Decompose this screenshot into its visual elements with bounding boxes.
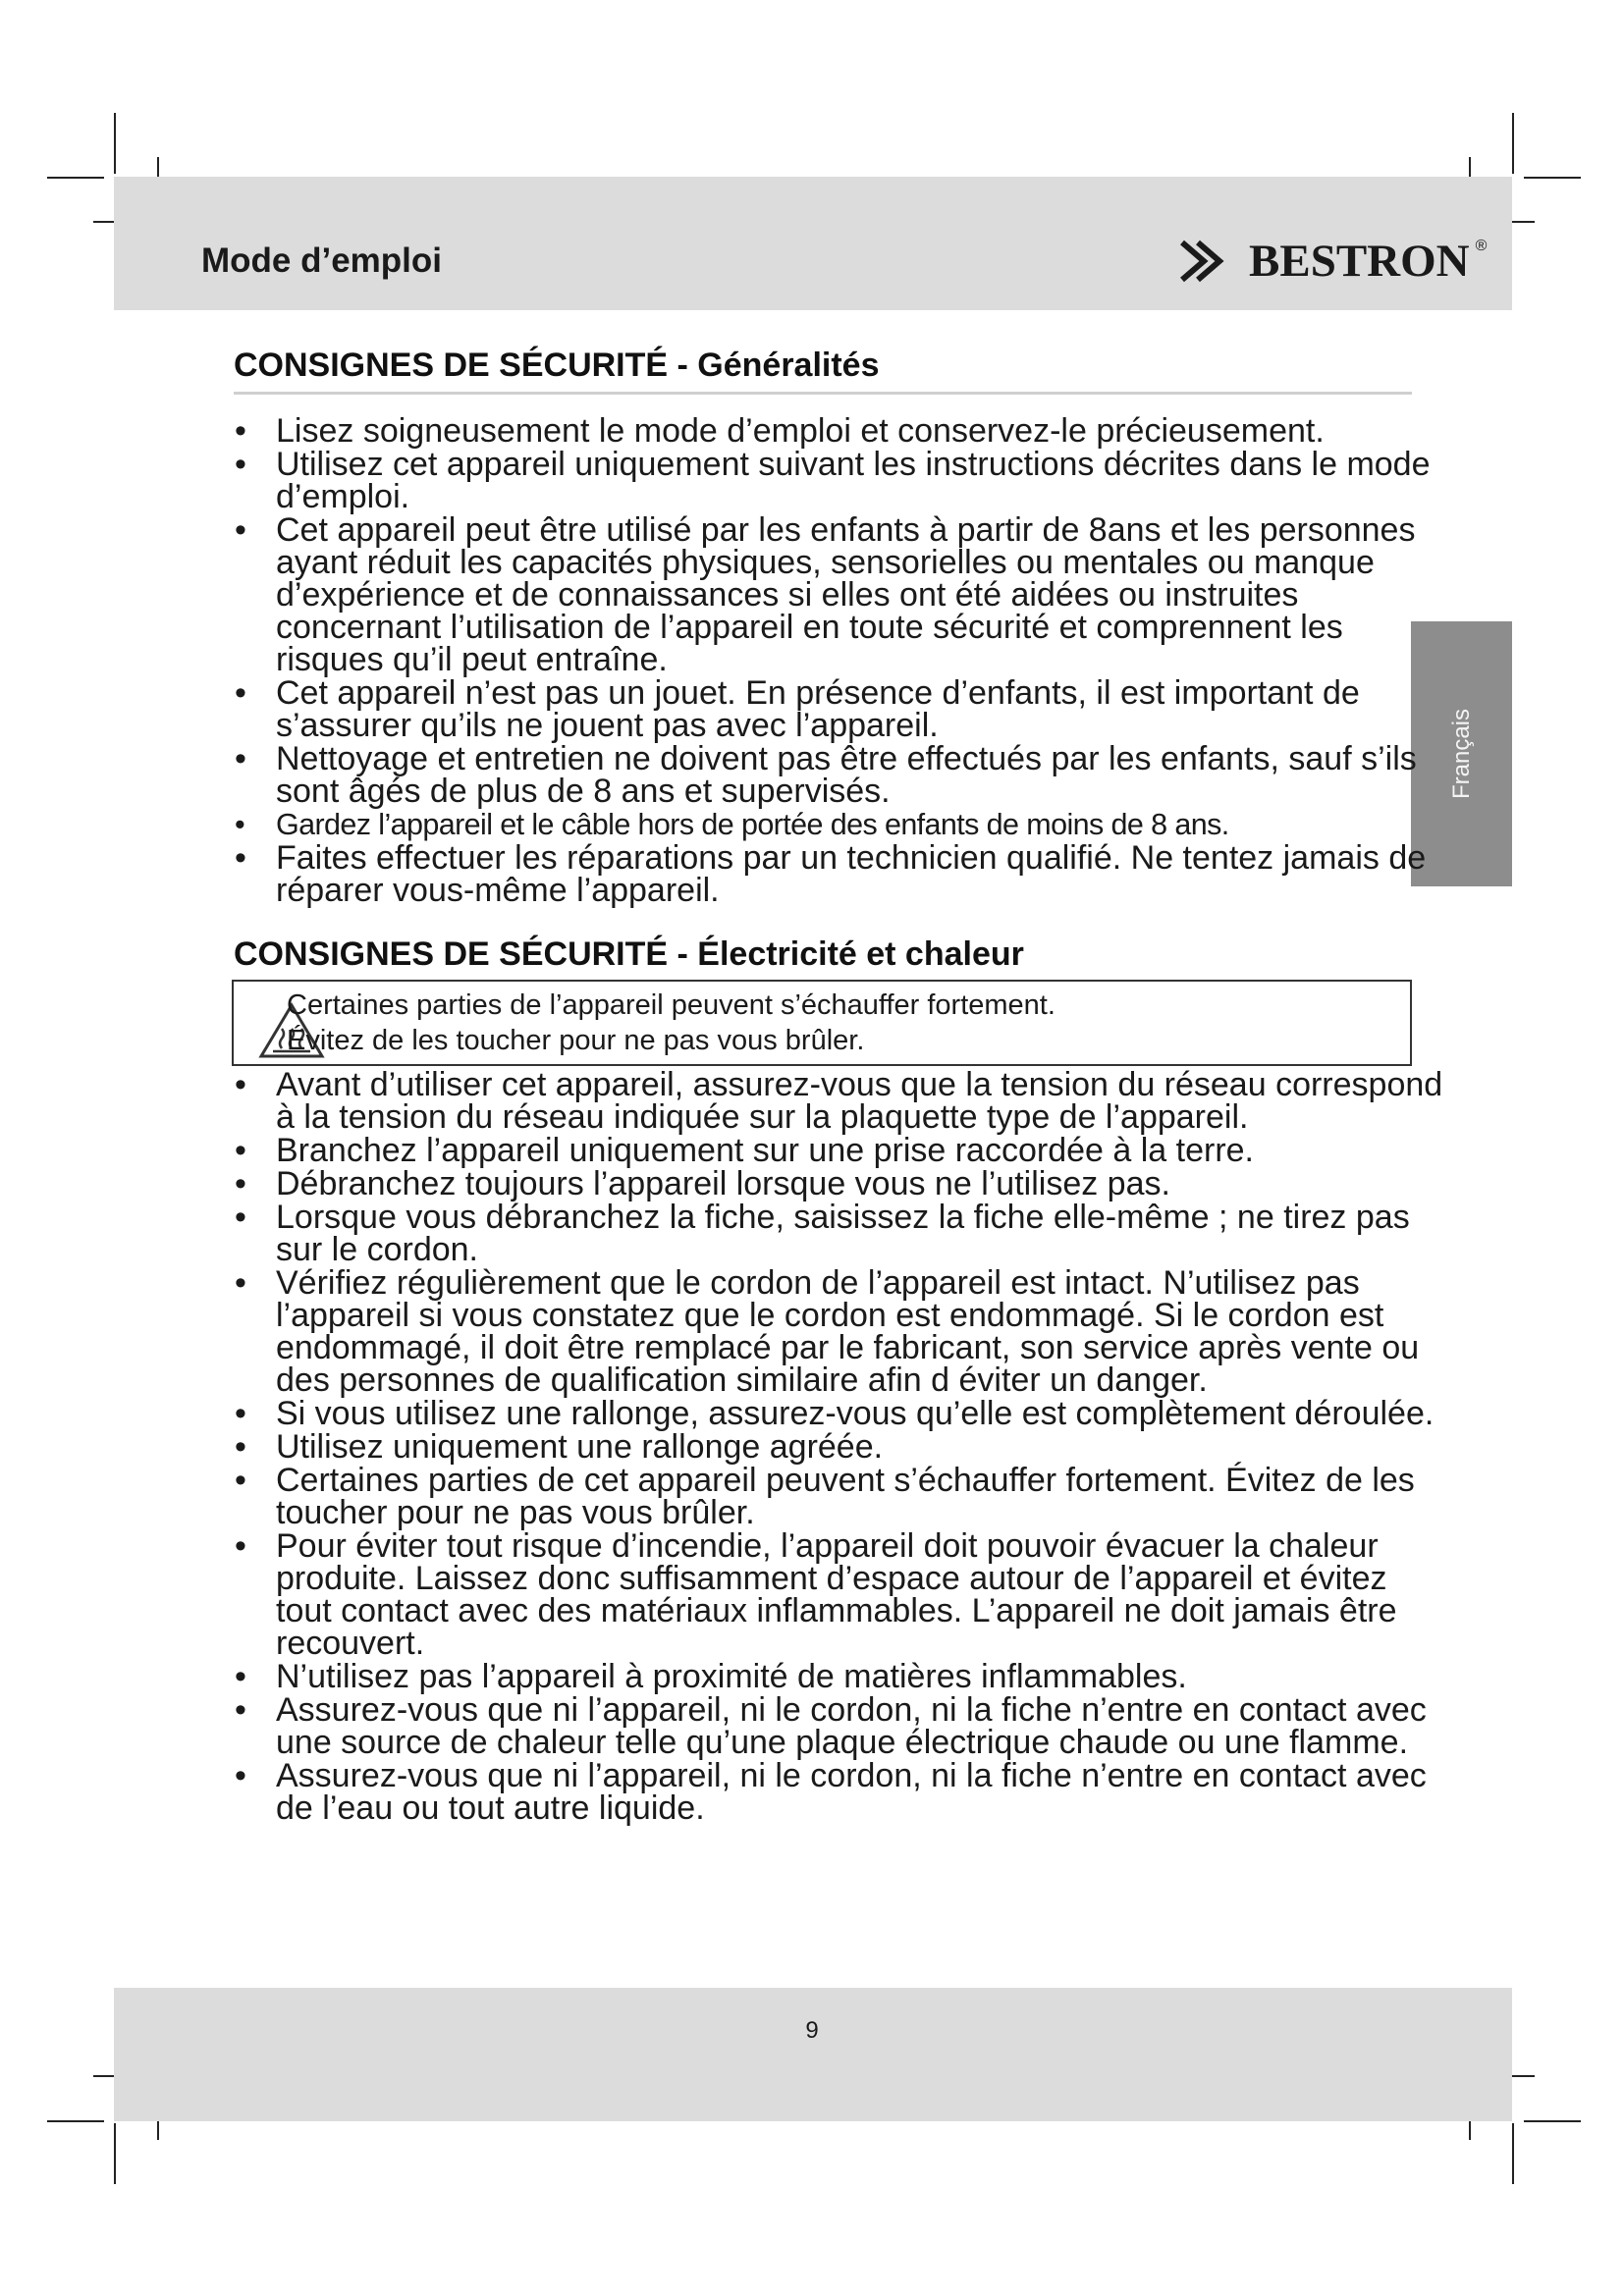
bullet: • (235, 1658, 246, 1695)
list-item-text: Gardez l’appareil et le câble hors de portée des enfants de moins de 8 ans. (276, 808, 1229, 841)
crop-mark (114, 113, 116, 174)
bullet: • (235, 412, 246, 450)
list-item-text: Branchez l’appareil uniquement sur une prise raccordée à la terre. (276, 1132, 1254, 1169)
list-item (234, 839, 1459, 909)
list-item (234, 1658, 1451, 1695)
list-item (234, 446, 1459, 515)
list-item (234, 1066, 1451, 1136)
warning-text (287, 988, 1056, 1058)
brand-name: BESTRON (1249, 236, 1470, 287)
page-title: Mode d’emploi (201, 241, 442, 280)
page-number: 9 (805, 2017, 819, 2044)
list-item (234, 809, 1459, 841)
list-item-text: Nettoyage et entretien ne doivent pas être effectués par les enfants, sauf s’ils sont âgés de plus de 8 ans et supervisés. (276, 740, 1417, 810)
bullet: • (235, 1066, 246, 1103)
crop-mark (1524, 2120, 1581, 2122)
list-item (234, 1264, 1451, 1399)
bullet: • (235, 674, 246, 712)
list-item-text: Cet appareil peut être utilisé par les enfants à partir de 8ans et les personnes ayant réduit les capacités physiques, sensorielles ou mentales ou manque d’expérience et de connaissances si elles ont été aidées ou instruites concernant l’utilisation de l’appareil en toute sécurité et comprennent les risques qu’il peut entraîne. (276, 511, 1416, 678)
crop-mark (47, 2120, 104, 2122)
section-title-electricity-heat: CONSIGNES DE SÉCURITÉ - Électricité et chaleur (234, 935, 1024, 973)
list-item (234, 1201, 1451, 1266)
list-item-text: Faites effectuer les réparations par un technicien qualifié. Ne tentez jamais de réparer vous-même l’appareil. (276, 839, 1427, 909)
hot-surface-warning-box (232, 980, 1412, 1066)
footer-band (114, 1988, 1512, 2121)
list-item (234, 1428, 1451, 1466)
list-item-text: Utilisez uniquement une rallonge agréée. (276, 1428, 884, 1466)
list-item (234, 740, 1459, 810)
registered-mark: ® (1475, 238, 1488, 254)
list-item (234, 1527, 1451, 1662)
bullet: • (235, 839, 246, 877)
list-item-text: Certaines parties de cet appareil peuvent s’échauffer fortement. Évitez de les toucher pour ne pas vous brûler. (276, 1462, 1415, 1531)
crop-mark (114, 2123, 116, 2184)
bullet: • (235, 511, 246, 549)
language-tab-label: Français (1447, 708, 1475, 800)
list-item-text: Assurez-vous que ni l’appareil, ni le cordon, ni la fiche n’entre en contact avec une source de chaleur telle qu’une plaque électrique chaude ou une flamme. (276, 1691, 1427, 1761)
bullet: • (235, 1462, 246, 1499)
list-item-text: Lisez soigneusement le mode d’emploi et conservez-le précieusement. (276, 412, 1325, 450)
list-item (234, 412, 1459, 450)
list-item (234, 511, 1459, 678)
list-item-text: Avant d’utiliser cet appareil, assurez-vous que la tension du réseau correspond à la tension du réseau indiquée sur la plaquette type de l’appareil. (276, 1066, 1443, 1136)
bullet: • (235, 1199, 246, 1236)
bullet: • (235, 808, 245, 841)
list-item (234, 1757, 1451, 1827)
bullet: • (235, 1428, 246, 1466)
list-item-text: Si vous utilisez une rallonge, assurez-vous qu’elle est complètement déroulée. (276, 1395, 1435, 1432)
list-item-text: Assurez-vous que ni l’appareil, ni le cordon, ni la fiche n’entre en contact avec de l’eau ou tout autre liquide. (276, 1757, 1427, 1827)
list-item (234, 674, 1459, 744)
bullet: • (235, 1527, 246, 1565)
list-item-text: Débranchez toujours l’appareil lorsque vous ne l’utilisez pas. (276, 1165, 1170, 1202)
bullet: • (235, 446, 246, 483)
list-item (234, 1395, 1451, 1432)
crop-mark (1512, 2123, 1514, 2184)
warning-line: Évitez de les toucher pour ne pas vous brûler. (287, 1025, 865, 1056)
bullet: • (235, 1691, 246, 1729)
list-item-text: Utilisez cet appareil uniquement suivant les instructions décrites dans le mode d’emploi. (276, 446, 1431, 515)
list-item-text: N’utilisez pas l’appareil à proximité de matières inflammables. (276, 1658, 1187, 1695)
bullet: • (235, 1757, 246, 1794)
general-safety-list (234, 412, 1459, 909)
bullet: • (235, 740, 246, 777)
list-item (234, 1691, 1451, 1761)
electricity-safety-list (234, 1066, 1451, 1827)
list-item (234, 1132, 1451, 1169)
list-item (234, 1165, 1451, 1202)
double-chevron-icon (1178, 239, 1243, 284)
list-item-text: Cet appareil n’est pas un jouet. En présence d’enfants, il est important de s’assurer qu’ils ne jouent pas avec l’appareil. (276, 674, 1360, 744)
bullet: • (235, 1132, 246, 1169)
bullet: • (235, 1165, 246, 1202)
crop-mark (1524, 177, 1581, 179)
section-title-general: CONSIGNES DE SÉCURITÉ - Généralités (234, 347, 880, 384)
bullet: • (235, 1395, 246, 1432)
list-item (234, 1462, 1451, 1531)
list-item-text: Pour éviter tout risque d’incendie, l’appareil doit pouvoir évacuer la chaleur produite. Laissez donc suffisamment d’espace autour de l’appareil et évitez tout contact avec des matériaux inflammables. L’appareil ne doit jamais être recouvert. (276, 1527, 1397, 1662)
brand-logo (1178, 234, 1487, 289)
crop-mark (1512, 113, 1514, 174)
warning-line: Certaines parties de l’appareil peuvent s’échauffer fortement. (287, 989, 1056, 1021)
list-item-text: Vérifiez régulièrement que le cordon de l’appareil est intact. N’utilisez pas l’appareil si vous constatez que le cordon est endommagé. Si le cordon est endommagé, il doit être remplacé par le fabricant, son service après vente ou des personnes de qualification similaire afin d éviter un danger. (276, 1264, 1420, 1399)
section-divider (234, 392, 1412, 395)
bullet: • (235, 1264, 246, 1302)
list-item-text: Lorsque vous débranchez la fiche, saisissez la fiche elle-même ; ne tirez pas sur le cordon. (276, 1199, 1410, 1268)
crop-mark (47, 177, 104, 179)
